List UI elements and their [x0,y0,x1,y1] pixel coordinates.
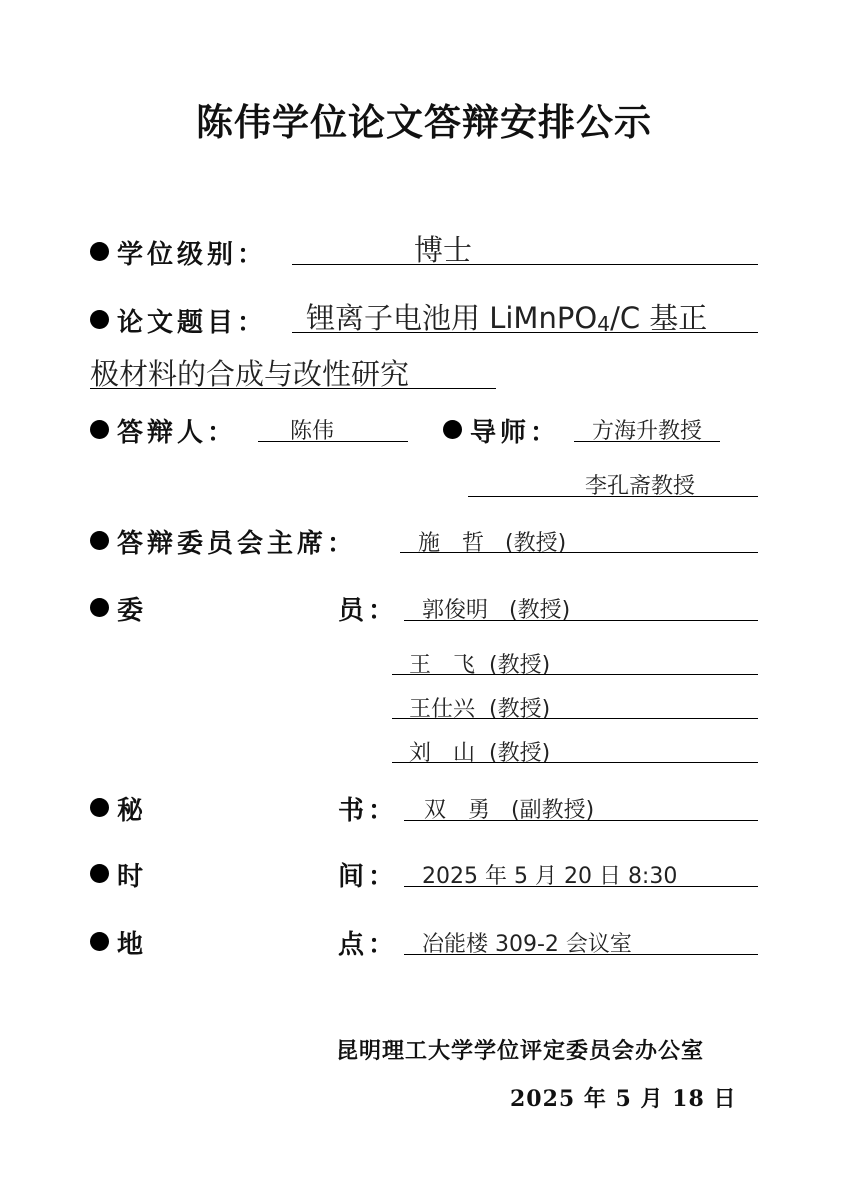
candidate-label: 答辩人： [117,418,238,448]
candidate-label-row [90,412,237,449]
member-1-underline [404,620,758,621]
secretary-name: 双 勇 [424,798,491,823]
candidate-underline [258,441,408,442]
place-label-right: 点： [338,930,399,960]
thesis-underline-2 [90,388,496,389]
advisor-underline-2 [468,496,758,497]
bullet-icon [90,864,109,883]
members-label-row [90,590,147,627]
advisor-label: 导师： [470,418,561,448]
time-label-row [90,856,147,893]
candidate-value: 陈伟 [290,419,335,444]
member-title: (教授) [489,697,551,722]
member-4-underline [392,762,758,763]
chair-underline [400,552,758,553]
issuing-office: 昆明理工大学学位评定委员会办公室 [336,1038,705,1064]
chair-label: 答辩委员会主席： [117,529,358,559]
members-label-left: 委 [117,596,148,626]
time-label-left: 时 [117,862,148,892]
chair-label-row [90,523,357,560]
degree-value: 博士 [414,233,473,267]
member-2-underline [392,674,758,675]
member-name: 王 飞 [409,653,476,678]
bullet-icon [90,932,109,951]
issue-date: 2025 年 5 月 18 日 [510,1086,737,1112]
degree-label: 学位级别： [117,240,268,270]
members-label-right: 员： [338,596,399,626]
advisor-name-2: 李孔斋教授 [585,474,696,499]
bullet-icon [90,420,109,439]
thesis-title-line2: 极材料的合成与改性研究 [90,357,410,391]
member-title: (教授) [489,653,551,678]
member-title: (教授) [489,741,551,766]
chair-name: 施 哲 [418,531,485,556]
bullet-icon [443,420,462,439]
bullet-icon [90,598,109,617]
secretary-underline [404,820,758,821]
page-title: 陈伟学位论文答辩安排公示 [196,101,652,144]
chair-title: (教授) [505,531,567,556]
secretary-label-right: 书： [338,796,399,826]
bullet-icon [90,531,109,550]
secretary-label-row [90,790,147,827]
time-label-right: 间： [338,862,399,892]
thesis-title-prefix: 锂离子电池用 LiMnPO [306,301,598,335]
degree-underline [292,264,758,265]
degree-label-row [90,234,267,271]
secretary-label-left: 秘 [117,796,148,826]
time-underline [404,886,758,887]
member-name: 王仕兴 [409,697,476,722]
member-title: (教授) [509,598,571,623]
member-name: 郭俊明 [422,598,489,623]
bullet-icon [90,242,109,261]
thesis-title-subscript: 4 [597,312,611,336]
place-label-left: 地 [117,930,148,960]
place-underline [404,954,758,955]
secretary-title: (副教授) [511,798,595,823]
thesis-title-line1 [306,296,707,337]
advisor-name-1: 方海升教授 [592,419,703,444]
place-value: 冶能楼 309-2 会议室 [422,932,632,957]
member-3-underline [392,718,758,719]
time-value: 2025 年 5 月 20 日 8:30 [422,864,678,889]
thesis-label-row [90,302,267,339]
bullet-icon [90,310,109,329]
advisor-underline-1 [574,441,720,442]
place-label-row [90,924,147,961]
bullet-icon [90,798,109,817]
advisor-label-row [443,412,560,449]
thesis-label: 论文题目： [117,308,268,338]
thesis-title-suffix: /C 基正 [610,301,708,335]
member-name: 刘 山 [409,741,476,766]
thesis-underline-1 [292,332,758,333]
